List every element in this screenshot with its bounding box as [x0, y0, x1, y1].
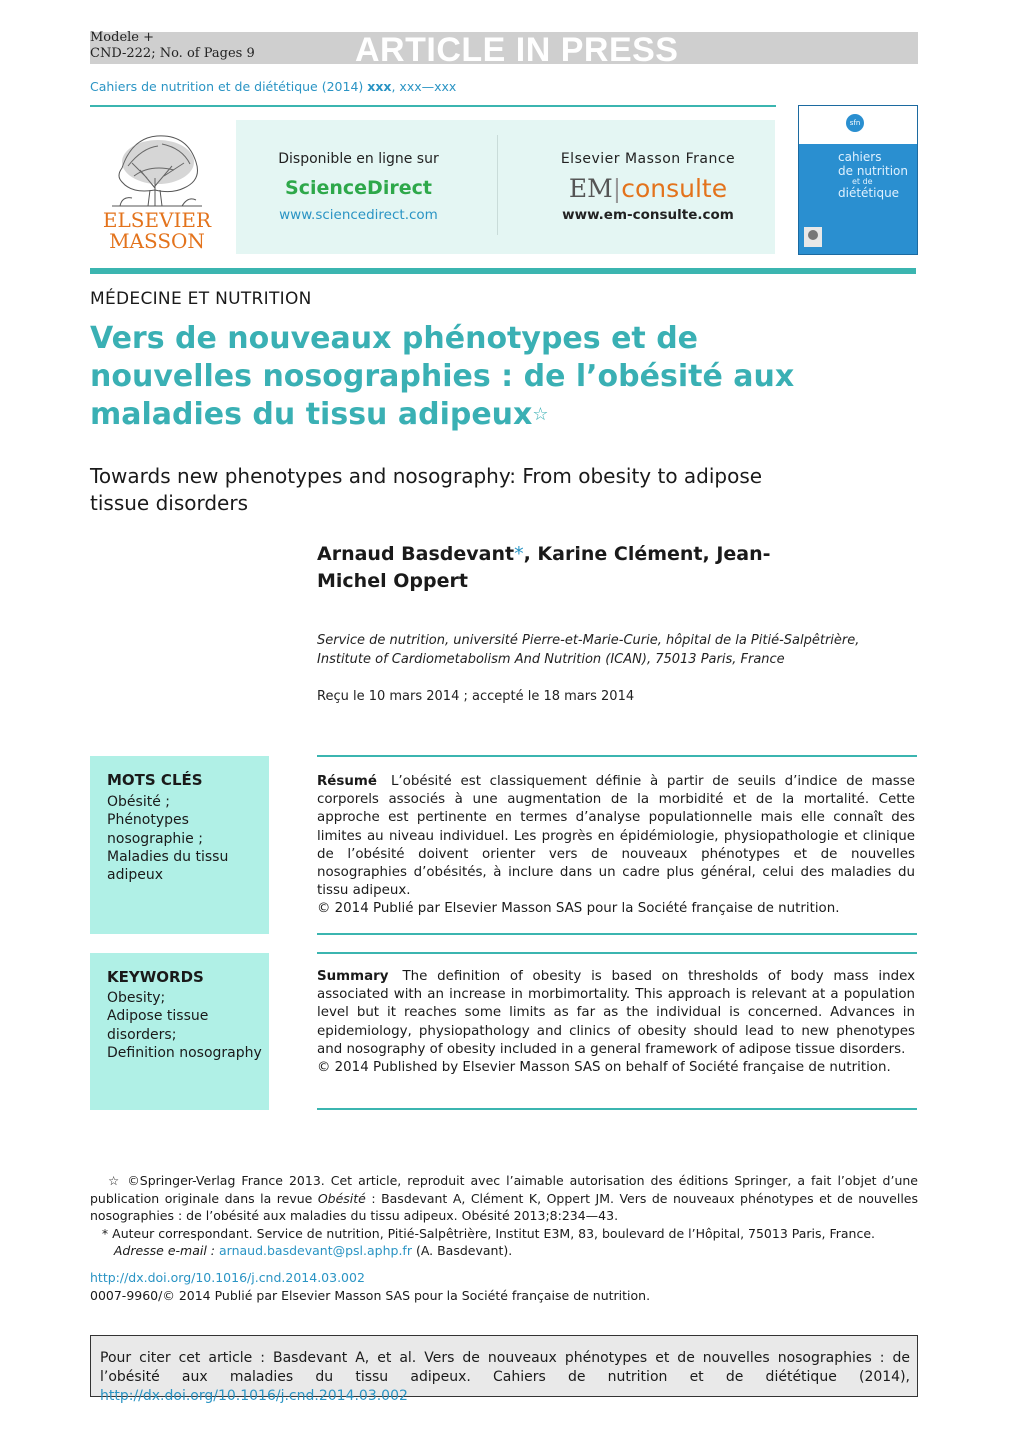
abstract-rule-top	[317, 755, 917, 757]
keyword-item: disorders;	[107, 1026, 177, 1043]
keyword-item: adipeux	[107, 867, 164, 884]
email-link[interactable]: arnaud.basdevant@psl.aphp.fr	[219, 1243, 412, 1258]
footnote-email	[90, 1242, 918, 1260]
email-label: Adresse e-mail :	[113, 1243, 216, 1258]
manuscript-ref	[90, 30, 255, 62]
corresponding-author-mark[interactable]: *	[514, 543, 524, 565]
summary-abstract	[317, 968, 915, 1077]
available-online-label: Disponible en ligne sur	[278, 151, 439, 167]
journal-ref-pages: , xxx—xxx	[391, 79, 457, 94]
banner-divider	[497, 135, 498, 235]
keyword-item: Phénotypes	[107, 812, 189, 829]
cover-title-line: et de	[852, 177, 873, 186]
footnote-origin	[90, 1172, 918, 1225]
title-footnote-star-icon[interactable]: ☆	[532, 404, 549, 425]
journal-ref-volume: xxx	[367, 79, 392, 94]
footnote-corresponding	[90, 1225, 918, 1243]
banner-top-rule	[90, 105, 776, 107]
citation-text	[100, 1349, 910, 1406]
summary-copyright: © 2014 Published by Elsevier Masson SAS on behalf of Société française de nutrition.	[317, 1060, 891, 1076]
keyword-item: Obesity;	[107, 990, 166, 1006]
keyword-item: Obésité ;	[107, 794, 170, 810]
title-fr-text: Vers de nouveaux phénotypes et de nouvelles nosographies : de l’obésité aux maladies du tissu adipeux	[90, 321, 795, 432]
keywords-en-list	[107, 989, 267, 1062]
elsevier-word: ELSEVIER	[102, 208, 212, 232]
elsevier-masson-wordmark	[92, 210, 222, 252]
cover-elsevier-icon	[803, 226, 823, 248]
author-list	[317, 541, 817, 595]
resume-label: Résumé	[317, 774, 377, 789]
article-title-fr	[90, 320, 810, 434]
footnote-origin-ref: : Basdevant A, Clément K, Oppert JM. Vers de nouveaux phénotypes et de nouvelles nosographies : de l’obésité aux maladies du tissu adipeux. Obésité 2013;8:234—43.	[90, 1190, 918, 1223]
abstract-rule-mid1	[317, 933, 917, 935]
sfn-badge: sfn	[846, 114, 864, 132]
keywords-fr-heading: MOTS CLÉS	[107, 771, 203, 789]
section-label: MÉDECINE ET NUTRITION	[90, 289, 312, 309]
cover-title-line: diététique	[838, 186, 900, 200]
article-in-press-label: ARTICLE IN PRESS	[355, 31, 679, 69]
header-thick-rule	[90, 268, 916, 274]
citation-doi-link[interactable]: http://dx.doi.org/10.1016/j.cnd.2014.03.002	[100, 1388, 408, 1404]
keywords-fr-list	[107, 793, 267, 884]
footnote-journal: Obésité	[317, 1190, 366, 1206]
em-logo-divider: |	[612, 174, 622, 203]
em-logo-em: EM	[568, 174, 613, 203]
author-names-rest: , Karine Clément, Jean-Michel Oppert	[317, 543, 771, 592]
em-logo-consult: consulte	[621, 174, 728, 203]
footnotes	[90, 1172, 918, 1260]
received-accepted-dates: Reçu le 10 mars 2014 ; accepté le 18 mars 2014	[317, 689, 635, 704]
issn-copyright: 0007-9960/© 2014 Publié par Elsevier Masson SAS pour la Société française de nutrition.	[90, 1288, 651, 1303]
masson-word: MASSON	[109, 229, 205, 253]
keyword-item: Definition nosography	[107, 1044, 262, 1061]
citation-body: Pour citer cet article : Basdevant A, et al. Vers de nouveaux phénotypes et de nouvelles nosographies : de l’obésité aux maladies du tissu adipeux. Cahiers de nutrition et de diététique (2014),	[100, 1350, 910, 1385]
pages-ref: CND-222; No. of Pages 9	[90, 46, 255, 61]
cover-title-line: cahiers	[838, 150, 882, 164]
summary-text: The definition of obesity is based on thresholds of body mass index associated with an increase in morbimortality. This approach is relevant at a population level but it reaches some limits as far as the individual is concerned. Advances in epidemiology, physiopathology and clinics of obesity should lead to new phenotypes and nosography of obesity included in a general framework of adipose tissue disorders.	[317, 969, 915, 1057]
resume-copyright: © 2014 Publié par Elsevier Masson SAS pour la Société française de nutrition.	[317, 901, 840, 917]
em-publisher-label: Elsevier Masson France	[560, 151, 736, 167]
footnote-star-mark: ☆	[108, 1173, 122, 1188]
abstract-rule-bottom	[317, 1108, 917, 1110]
author-name: Arnaud Basdevant	[317, 543, 515, 565]
affiliation: Service de nutrition, université Pierre-et-Marie-Curie, hôpital de la Pitié-Salpêtrière, Institute of Cardiometabolism And Nutrition (ICAN), 75013 Paris, France	[317, 633, 860, 667]
cover-title-line: de nutrition	[838, 164, 908, 178]
em-consulte-link[interactable]: www.em-consulte.com	[562, 207, 734, 223]
sciencedirect-link[interactable]: www.sciencedirect.com	[279, 207, 438, 223]
em-consulte-logo[interactable]	[545, 174, 751, 203]
summary-label: Summary	[317, 969, 389, 984]
keyword-item: Maladies du tissu	[107, 848, 229, 865]
footnote-corresponding-text: Auteur correspondant. Service de nutrition, Pitié-Salpêtrière, Institut E3M, 83, boulevard de l’Hôpital, 75013 Paris, France.	[112, 1225, 876, 1241]
sciencedirect-logo[interactable]: ScienceDirect	[285, 177, 432, 199]
journal-ref-prefix: Cahiers de nutrition et de diététique (2014)	[90, 79, 368, 94]
journal-reference	[90, 79, 456, 94]
keyword-item: Adipose tissue	[107, 1008, 209, 1025]
footnote-asterisk-mark: *	[101, 1225, 109, 1241]
footnote-origin-text: ©Springer-Verlag France 2013. Cet article, reproduit avec l’aimable autorisation des éditions Springer, a fait l’objet d’une publication originale dans la revue	[90, 1173, 918, 1206]
keyword-item: nosographie ;	[107, 830, 203, 847]
resume-abstract	[317, 773, 915, 919]
cover-title	[838, 150, 910, 200]
abstract-rule-mid2	[317, 952, 917, 954]
email-suffix: (A. Basdevant).	[415, 1243, 513, 1258]
modele-label: Modele +	[90, 30, 155, 45]
article-title-en: Towards new phenotypes and nosography: From obesity to adipose tissue disorders	[90, 464, 763, 515]
doi-link[interactable]: http://dx.doi.org/10.1016/j.cnd.2014.03.002	[90, 1270, 365, 1285]
resume-text: L’obésité est classiquement définie à partir de seuils d’indice de masse corporels associés à une augmentation de la morbidité et de la mortalité. Cette approche est pertinente en termes d’analyse populationnelle mais elle connaît des limites au niveau individuel. Les progrès en épidémiologie, physiopathologie et clinique de l’obésité doivent orienter vers de nouveaux phénotypes et de nouvelles nosographies d’obésités, à inclure dans un cadre plus général, celui des maladies du tissu adipeux.	[317, 774, 915, 899]
keywords-en-heading: KEYWORDS	[107, 968, 204, 986]
